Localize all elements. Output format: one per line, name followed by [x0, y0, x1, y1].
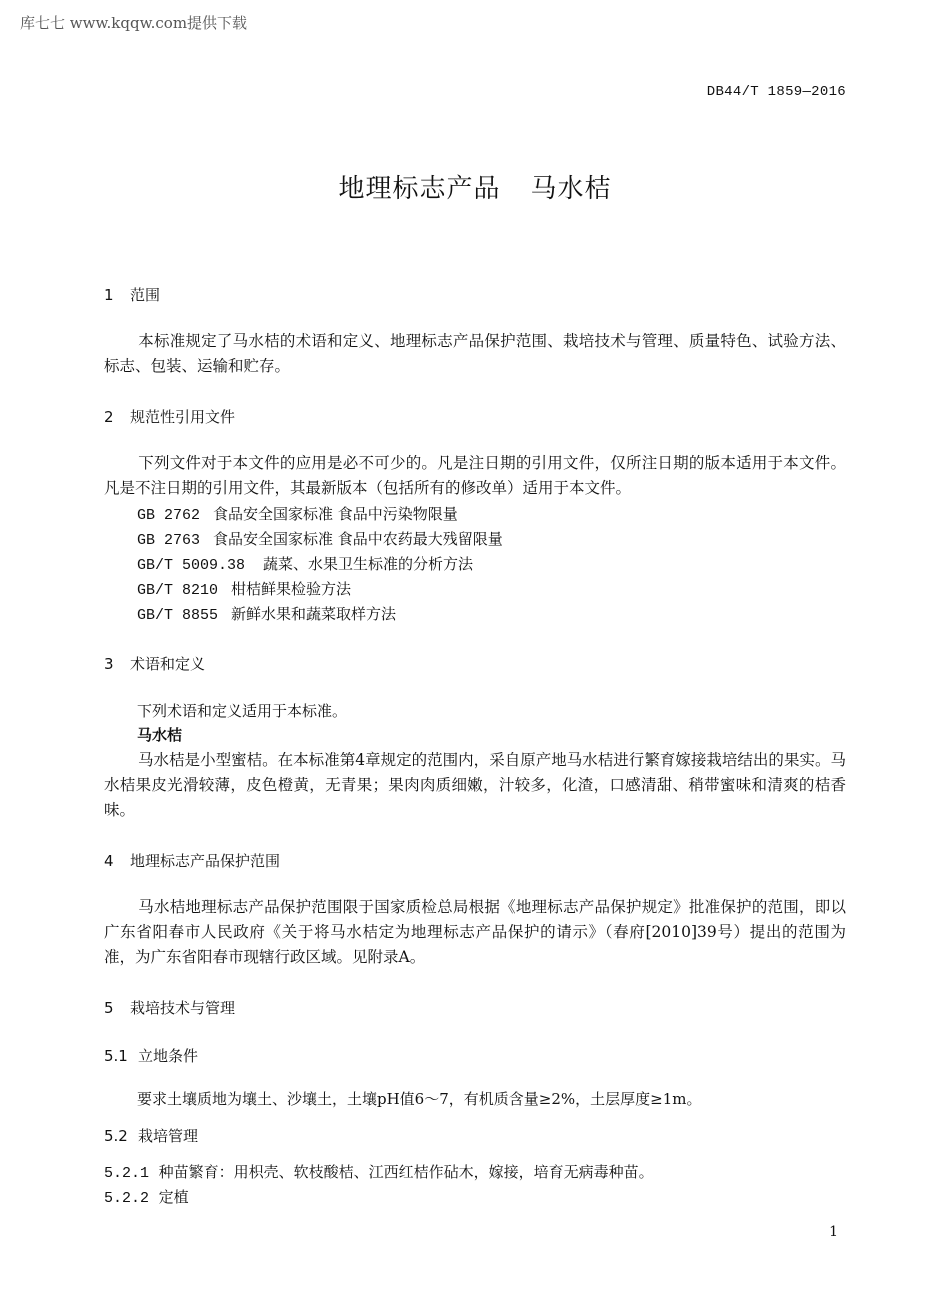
page-number: 1: [829, 1224, 838, 1240]
reference-item: GB 2763 食品安全国家标准 食品中农药最大残留限量: [137, 530, 503, 549]
section-5-1-heading: 5.1 立地条件: [104, 1047, 199, 1065]
title-part2: 马水桔: [530, 174, 612, 204]
section-2-body: 下列文件对于本文件的应用是必不可少的。凡是注日期的引用文件，仅所注日期的版本适用于本文件。凡是不注日期的引用文件，其最新版本（包括所有的修改单）适用于本文件。: [104, 454, 846, 497]
section-5-2-1: 5.2.1 种苗繁育：用枳壳、软枝酸桔、江西红桔作砧木，嫁接，培育无病毒种苗。: [104, 1163, 654, 1182]
section-2-heading: 2 规范性引用文件: [104, 408, 236, 426]
section-5-1-body: 要求土壤质地为壤土、沙壤土，土壤pH值6～7，有机质含量≥2%，土层厚度≥1m。: [137, 1090, 702, 1108]
section-4-heading: 4 地理标志产品保护范围: [104, 852, 281, 870]
section-3-intro: 下列术语和定义适用于本标准。: [137, 702, 348, 720]
standard-number: DB44/T 1859—2016: [706, 84, 846, 100]
section-3-heading: 3 术语和定义: [104, 655, 206, 673]
term-heading: 马水桔: [137, 726, 183, 744]
section-5-2-2: 5.2.2 定植: [104, 1188, 189, 1207]
section-1-heading: 1 范围: [104, 286, 161, 304]
watermark-text: 库七七 www.kqqw.com提供下载: [20, 14, 248, 32]
section-1-body: 本标准规定了马水桔的术语和定义、地理标志产品保护范围、栽培技术与管理、质量特色、试验方法、标志、包装、运输和贮存。: [104, 332, 846, 375]
section-4-body: 马水桔地理标志产品保护范围限于国家质检总局根据《地理标志产品保护规定》批准保护的范围，即以广东省阳春市人民政府《关于将马水桔定为地理标志产品保护的请示》（春府[2010]39号）提出的范围为准，为广东省阳春市现辖行政区域。见附录A。: [104, 898, 846, 966]
document-title: [0, 168, 950, 205]
term-definition: 马水桔是小型蜜桔。在本标准第4章规定的范围内，采自原产地马水桔进行繁育嫁接栽培结出的果实。马水桔果皮光滑较薄，皮色橙黄，无青果；果肉肉质细嫩，汁较多，化渣，口感清甜、稍带蜜味和清爽的桔香味。: [104, 751, 846, 819]
reference-item: GB 2762 食品安全国家标准 食品中污染物限量: [137, 505, 458, 524]
reference-item: GB/T 5009.38 蔬菜、水果卫生标准的分析方法: [137, 555, 474, 574]
section-5-heading: 5 栽培技术与管理: [104, 999, 236, 1017]
reference-item: GB/T 8210 柑桔鲜果检验方法: [137, 580, 352, 599]
section-5-2-heading: 5.2 栽培管理: [104, 1127, 199, 1145]
title-part1: 地理标志产品: [338, 174, 501, 204]
reference-item: GB/T 8855 新鲜水果和蔬菜取样方法: [137, 605, 397, 624]
